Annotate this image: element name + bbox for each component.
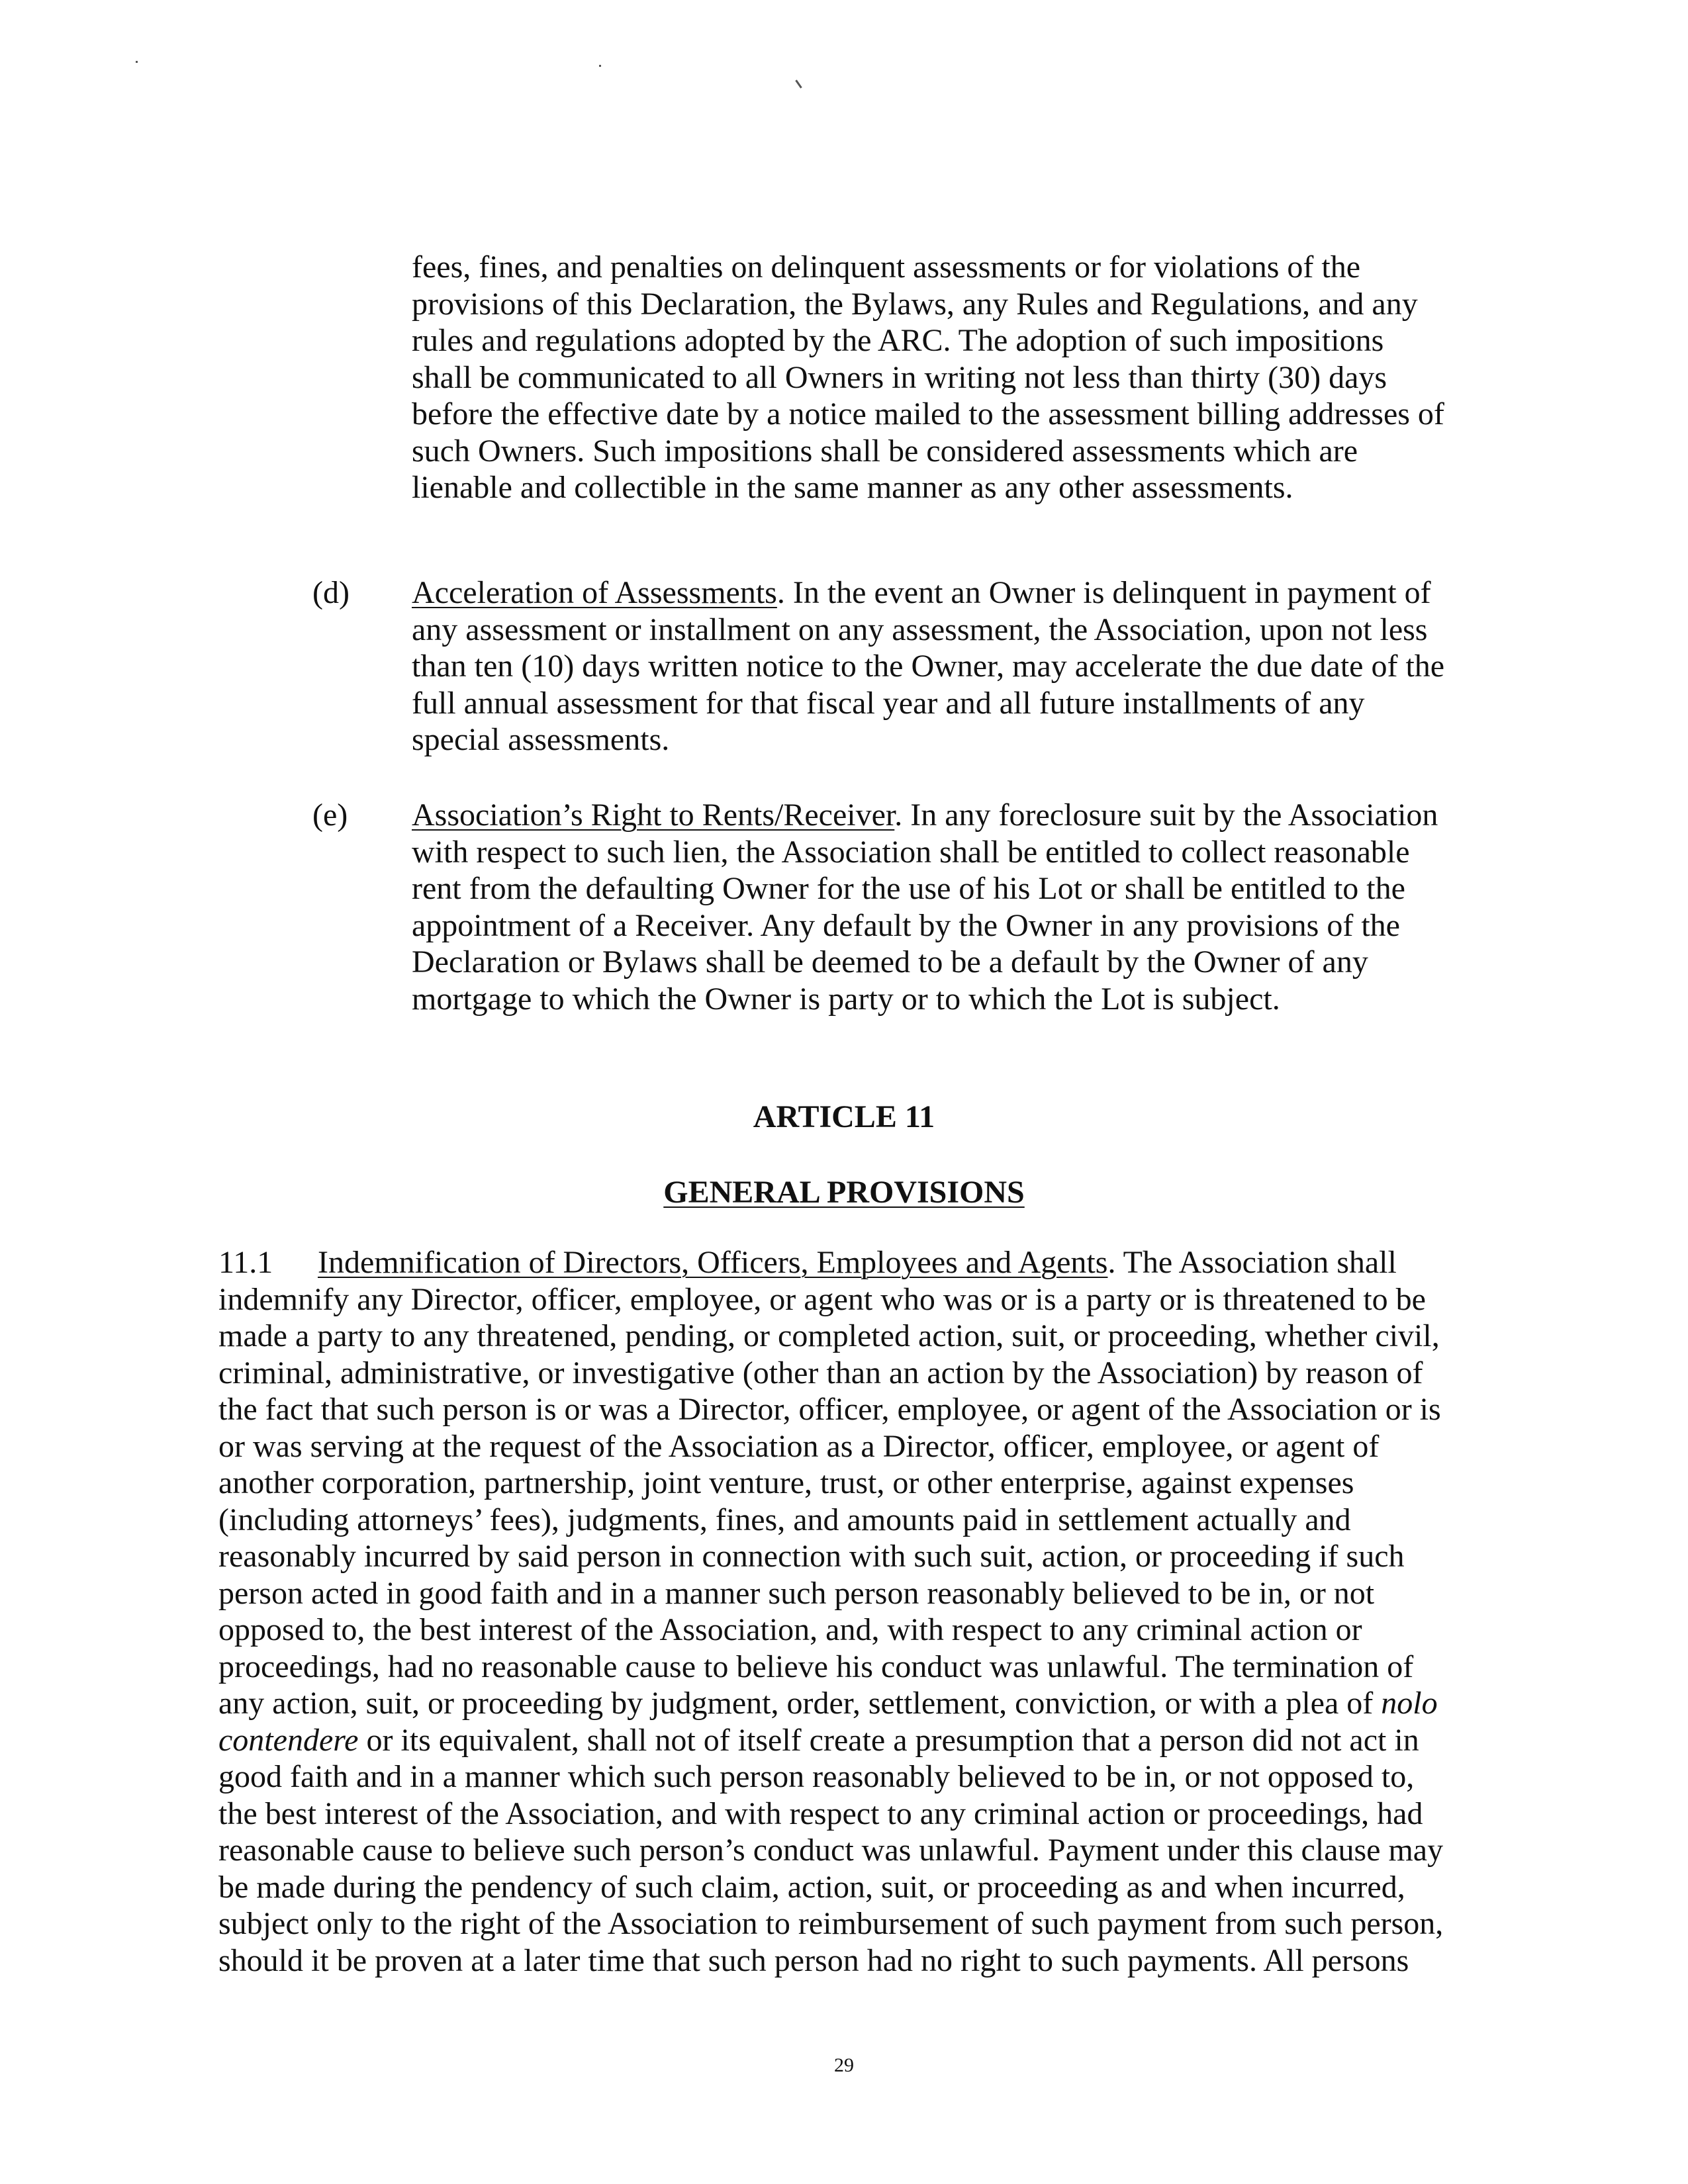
section-body-2: or its equivalent, shall not of itself create a presumption that a person did not act in good faith and in a manner which such person reasonably believed to be in, or not opposed to, the best interest of the Association, and with respect to any criminal action or proceedings, had reasonable cause to believe such person’s conduct was unlawful. Payment under this clause may be made during the pendency of such claim, action, suit, or proceeding as and when incurred, subject only to the right of the Association to reimbursement of such payment from such person, should it be proven at a later time that such person had no right to such payments. All persons xyxy=(218,1722,1444,1978)
section-11-1 xyxy=(218,1244,1451,1979)
item-title: Association’s Right to Rents/Receiver xyxy=(412,797,895,833)
scan-speck xyxy=(136,61,138,63)
article-number: ARTICLE 11 xyxy=(753,1099,935,1134)
page-number: 29 xyxy=(834,2054,854,2076)
list-item-d xyxy=(312,574,1451,758)
item-title: Acceleration of Assessments xyxy=(412,575,777,610)
item-body: . In any foreclosure suit by the Association with respect to such lien, the Association shall be entitled to collect reasonable rent from the defaulting Owner for the use of his Lot or shall be entitled to the appointment of a Receiver. Any default by the Owner in any provisions of the Declaration or Bylaws shall be deemed to be a default by the Owner of any mortgage to which the Owner is party or to which the Lot is subject. xyxy=(412,797,1438,1017)
article-title xyxy=(0,1174,1688,1211)
continued-paragraph xyxy=(412,249,1450,506)
section-text xyxy=(218,1244,1451,1979)
item-label: (e) xyxy=(312,797,348,833)
item-text xyxy=(412,797,1451,1017)
section-title: Indemnification of Directors, Officers, Employees and Agents xyxy=(318,1245,1108,1280)
section-number: 11.1 xyxy=(218,1245,273,1280)
section-body-1: . The Association shall indemnify any Director, officer, employee, or agent who was or is a party or is threatened to be made a party to any threatened, pending, or completed action, suit, or proceeding, whether civil, criminal, administrative, or investigative (other than an action by the Association) by reason of the fact that such person is or was a Director, officer, employee, or agent of the Association or is or was serving at the request of the Association as a Director, officer, employee, or agent of another corporation, partnership, joint venture, trust, or other enterprise, against expenses (including attorneys’ fees), judgments, fines, and amounts paid in settlement actually and reasonably incurred by said person in connection with such suit, action, or proceeding if such person acted in good faith and in a manner such person reasonably believed to be in, or not opposed to, the best interest of the Association, and, with respect to any criminal action or proceedings, had no reasonable cause to believe his conduct was unlawful. The termination of any action, suit, or proceeding by judgment, order, settlement, conviction, or with a plea of xyxy=(218,1245,1441,1721)
paragraph-text: fees, fines, and penalties on delinquent assessments or for violations of the provisions of this Declaration, the Bylaws, any Rules and Regulations, and any rules and regulations adopted by the ARC. The adoption of such impositions shall be communicated to all Owners in writing not less than thirty (30) days before the effective date by a notice mailed to the assessment billing addresses of such Owners. Such impositions shall be considered assessments which are lienable and collectible in the same manner as any other assessments. xyxy=(412,250,1444,505)
item-text xyxy=(412,574,1451,758)
article-title-text: GENERAL PROVISIONS xyxy=(663,1175,1025,1210)
scan-speck xyxy=(795,79,802,88)
section-italic-term: nolo contendere xyxy=(218,1686,1438,1758)
item-body: . In the event an Owner is delinquent in payment of any assessment or installment on any assessment, the Association, upon not less than ten (10) days written notice to the Owner, may accelerate the due date of the full annual assessment for that fiscal year and all future installments of any special assessments. xyxy=(412,575,1445,757)
list-item-e xyxy=(312,797,1451,1017)
scan-speck xyxy=(599,65,601,67)
item-label: (d) xyxy=(312,575,350,610)
